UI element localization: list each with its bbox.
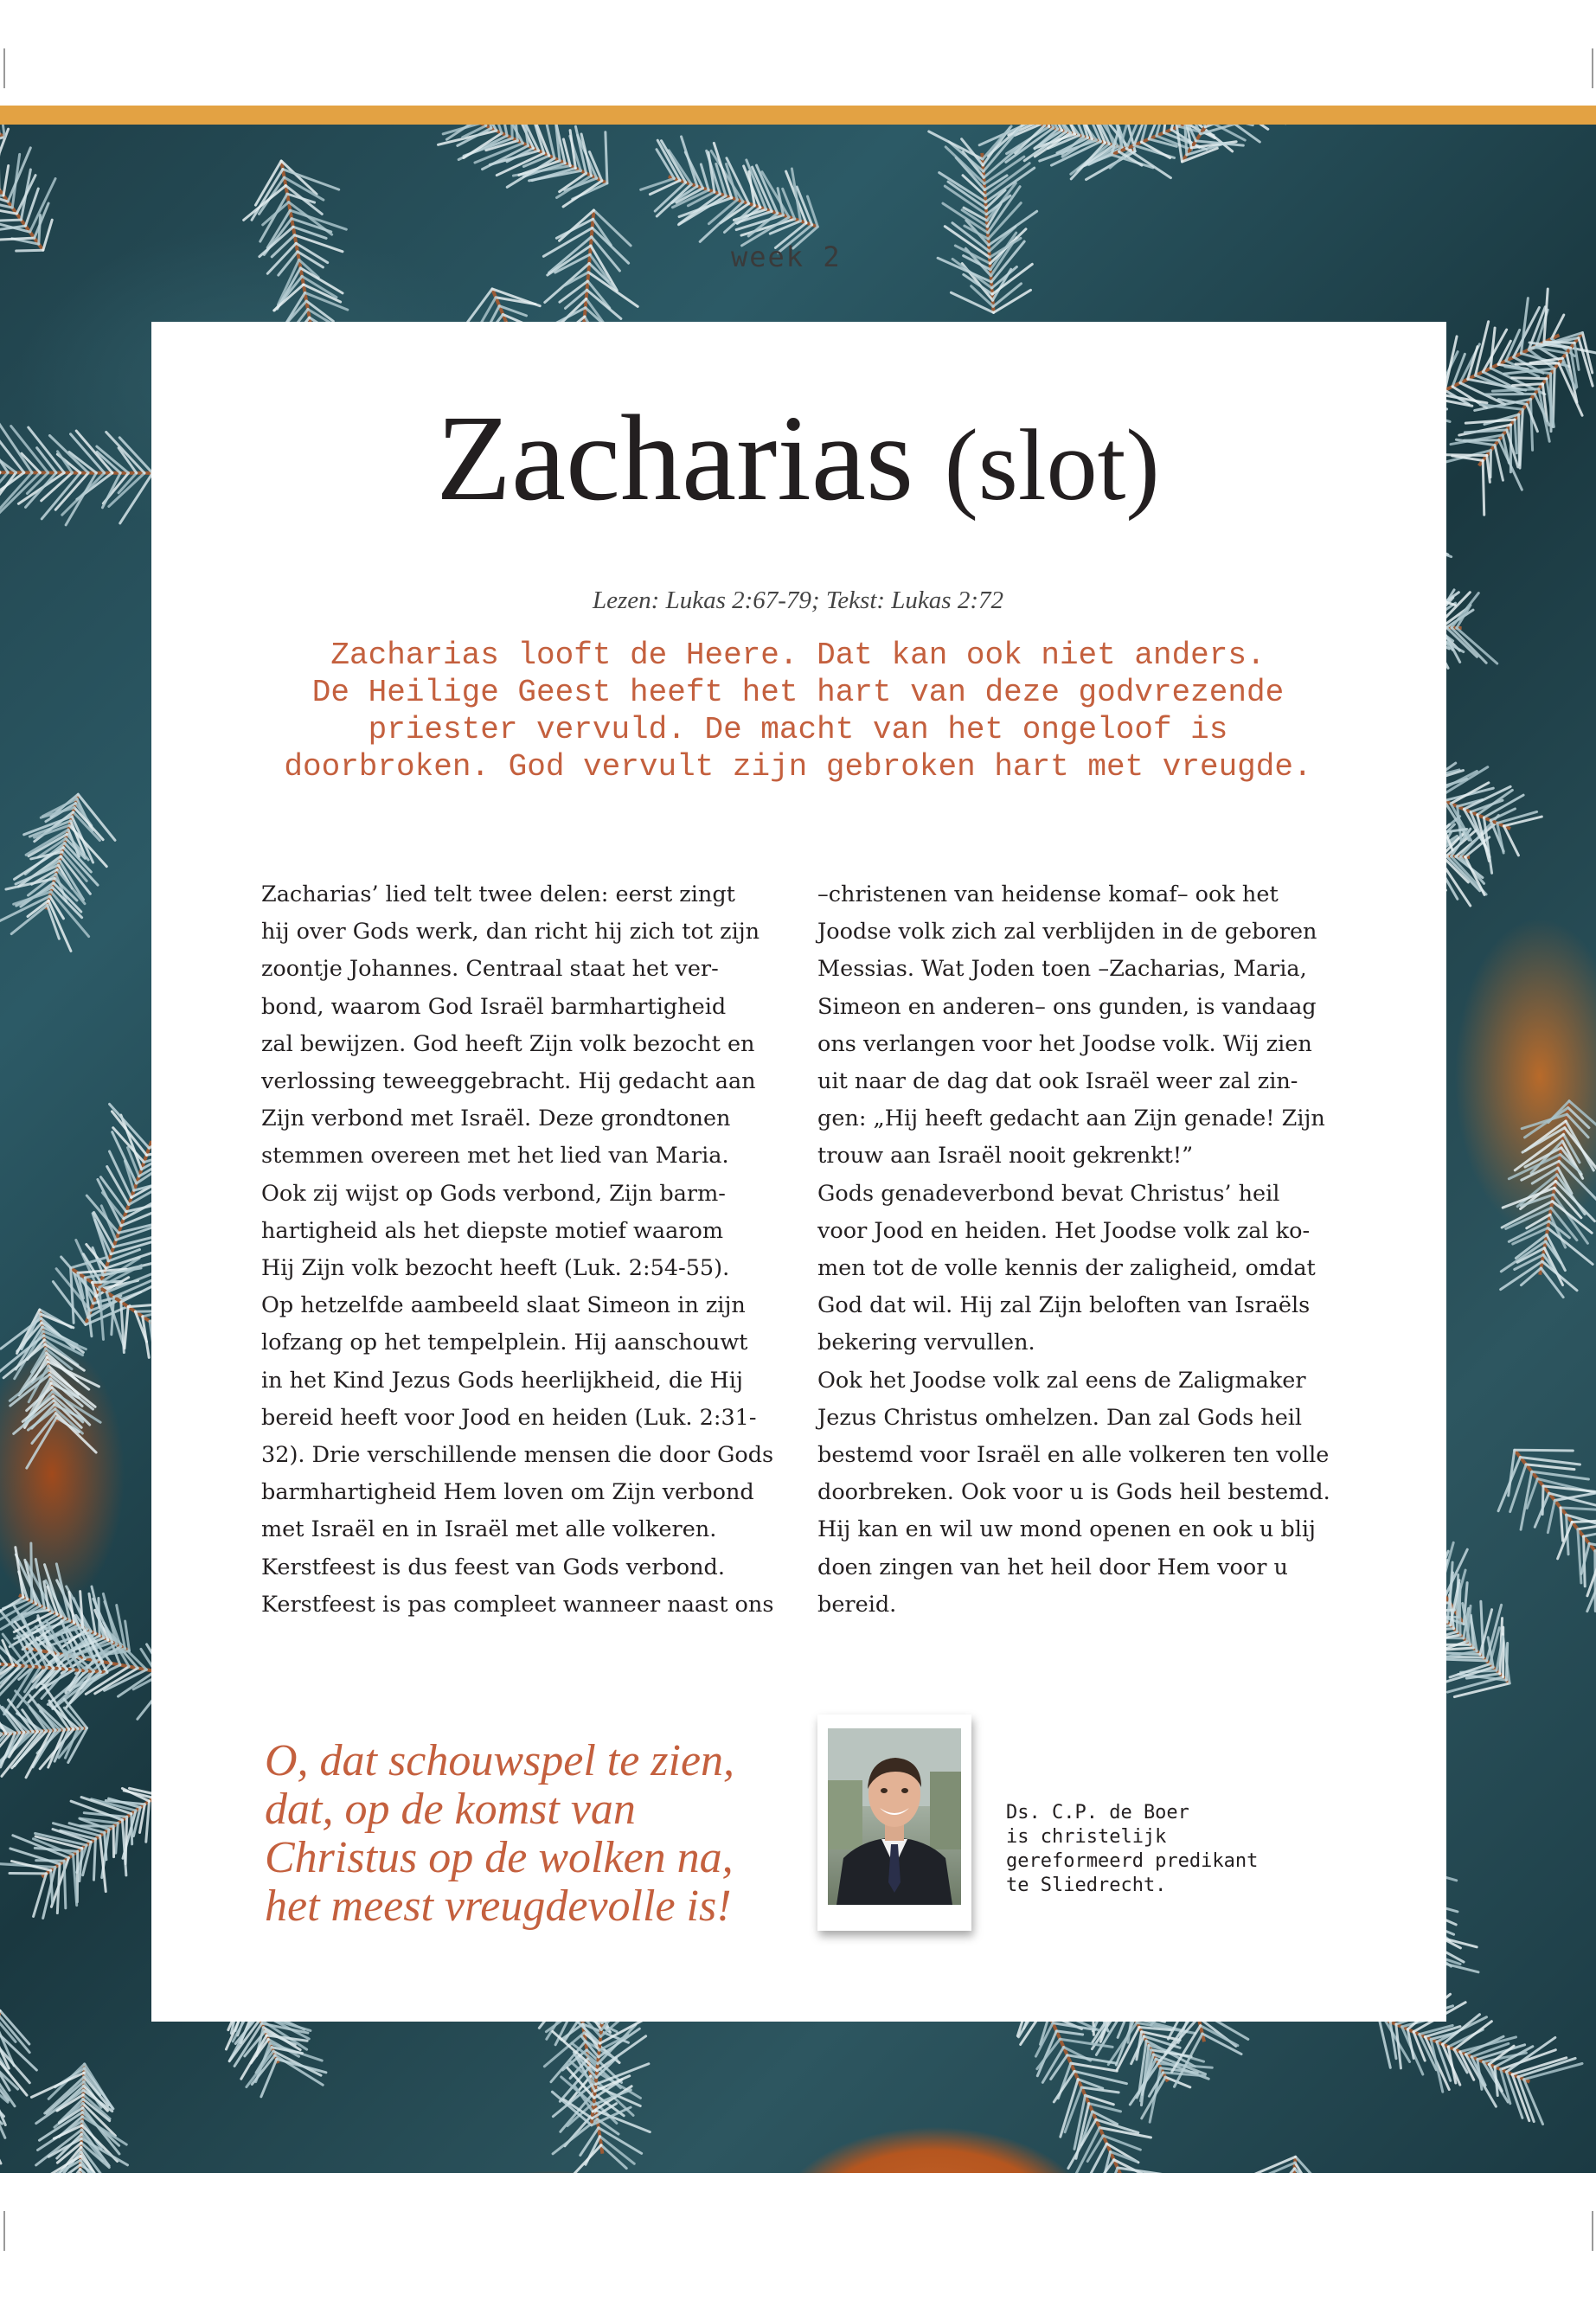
body-column-left bbox=[261, 876, 798, 1624]
body-line: barmhartigheid Hem loven om Zijn verbond bbox=[261, 1479, 754, 1506]
body-line: Op hetzelfde aambeeld slaat Simeon in zijn bbox=[261, 1292, 746, 1319]
crop-mark-top-left bbox=[3, 48, 5, 88]
body-line: lofzang op het tempelplein. Hij aanschouwt bbox=[261, 1330, 748, 1356]
body-column-right bbox=[817, 876, 1354, 1624]
pull-quote bbox=[265, 1737, 818, 1931]
intro-line: De Heilige Geest heeft het hart van deze godvrezende bbox=[311, 675, 1285, 710]
week-label: week 2 bbox=[731, 240, 842, 273]
bio-line: Ds. C.P. de Boer bbox=[1006, 1802, 1189, 1823]
body-line: zal bewijzen. God heeft Zijn volk bezocht en bbox=[261, 1030, 755, 1057]
body-line: bereid. bbox=[817, 1591, 897, 1618]
bio-line: is christelijk bbox=[1006, 1826, 1167, 1848]
body-line: Zacharias’ lied telt twee delen: eerst zingt bbox=[261, 881, 735, 907]
quote-line: O, dat schouwspel te zien, bbox=[265, 1736, 735, 1785]
quote-line: het meest vreugdevolle is! bbox=[265, 1881, 732, 1931]
quote-line: dat, op de komst van bbox=[265, 1785, 636, 1834]
body-line: bond, waarom God Israël barmhartigheid bbox=[261, 993, 727, 1020]
crop-mark-bottom-right bbox=[1592, 2211, 1593, 2251]
author-bio bbox=[1006, 1801, 1300, 1898]
body-line: verlossing teweeggebracht. Hij gedacht aan bbox=[261, 1068, 756, 1095]
gold-top-bar bbox=[0, 106, 1596, 125]
body-line: Zijn verbond met Israël. Deze grondtonen bbox=[261, 1106, 731, 1132]
body-line: Jezus Christus omhelzen. Dan zal Gods heil bbox=[817, 1404, 1303, 1431]
body-line: ons verlangen voor het Joodse volk. Wij zien bbox=[817, 1030, 1312, 1057]
body-line: bereid heeft voor Jood en heiden (Luk. 2:31- bbox=[261, 1404, 757, 1431]
body-line: –christenen van heidense komaf– ook het bbox=[817, 881, 1279, 907]
page-title bbox=[0, 389, 1596, 526]
body-line: Gods genadeverbond bevat Christus’ heil bbox=[817, 1180, 1280, 1207]
body-line: 32). Drie verschillende mensen die door Gods bbox=[261, 1442, 774, 1469]
body-line: bestemd voor Israël en alle volkeren ten volle bbox=[817, 1442, 1330, 1469]
intro-line: doorbroken. God vervult zijn gebroken hart met vreugde. bbox=[284, 749, 1312, 785]
body-line: bekering vervullen. bbox=[817, 1330, 1035, 1356]
intro-line: Zacharias looft de Heere. Dat kan ook niet anders. bbox=[330, 638, 1266, 673]
intro-line: priester vervuld. De macht van het ongeloof is bbox=[368, 712, 1228, 747]
quote-line: Christus op de wolken na, bbox=[265, 1833, 734, 1882]
body-line: Simeon en anderen– ons gunden, is vandaag bbox=[817, 993, 1317, 1020]
author-photo-frame bbox=[817, 1715, 971, 1931]
body-line: Kerstfeest is dus feest van Gods verbond. bbox=[261, 1554, 725, 1580]
body-line: Messias. Wat Joden toen –Zacharias, Maria, bbox=[817, 956, 1307, 983]
reading-reference: Lezen: Lukas 2:67-79; Tekst: Lukas 2:72 bbox=[593, 586, 1003, 614]
body-line: uit naar de dag dat ook Israël weer zal zin- bbox=[817, 1068, 1298, 1095]
body-line: in het Kind Jezus Gods heerlijkheid, die Hij bbox=[261, 1367, 743, 1394]
body-line: zoontje Johannes. Centraal staat het ver- bbox=[261, 956, 719, 983]
body-line: Kerstfeest is pas compleet wanneer naast ons bbox=[261, 1591, 774, 1618]
body-line: Hij kan en wil uw mond openen en ook u blij bbox=[817, 1516, 1316, 1543]
body-line: hij over Gods werk, dan richt hij zich tot zijn bbox=[261, 919, 760, 945]
body-line: Ook het Joodse volk zal eens de Zaligmaker bbox=[817, 1367, 1306, 1394]
body-line: trouw aan Israël nooit gekrenkt!” bbox=[817, 1143, 1194, 1170]
body-line: men tot de volle kennis der zaligheid, omdat bbox=[817, 1255, 1316, 1282]
body-line: doorbreken. Ook voor u is Gods heil bestemd. bbox=[817, 1479, 1330, 1506]
title-main: Zacharias bbox=[436, 389, 914, 526]
body-line: hartigheid als het diepste motief waarom bbox=[261, 1217, 724, 1244]
body-line: doen zingen van het heil door Hem voor u bbox=[817, 1554, 1288, 1580]
author-portrait-illustration bbox=[828, 1728, 961, 1905]
body-line: Ook zij wijst op Gods verbond, Zijn barm- bbox=[261, 1180, 726, 1207]
bio-line: te Sliedrecht. bbox=[1006, 1875, 1167, 1896]
crop-mark-top-right bbox=[1592, 48, 1593, 88]
body-line: met Israël en in Israël met alle volkeren. bbox=[261, 1516, 717, 1543]
body-line: stemmen overeen met het lied van Maria. bbox=[261, 1143, 729, 1170]
body-line: God dat wil. Hij zal Zijn beloften van Israëls bbox=[817, 1292, 1311, 1319]
title-suffix: (slot) bbox=[944, 408, 1160, 522]
body-line: Hij Zijn volk bezocht heeft (Luk. 2:54-55). bbox=[261, 1255, 730, 1282]
body-line: voor Jood en heiden. Het Joodse volk zal ko- bbox=[817, 1217, 1311, 1244]
intro-text bbox=[260, 637, 1336, 785]
body-line: gen: „Hij heeft gedacht aan Zijn genade! Zijn bbox=[817, 1106, 1325, 1132]
crop-mark-bottom-left bbox=[3, 2211, 5, 2251]
body-line: Joodse volk zich zal verblijden in de geboren bbox=[817, 919, 1317, 945]
author-photo bbox=[828, 1728, 961, 1905]
bio-line: gereformeerd predikant bbox=[1006, 1850, 1259, 1872]
